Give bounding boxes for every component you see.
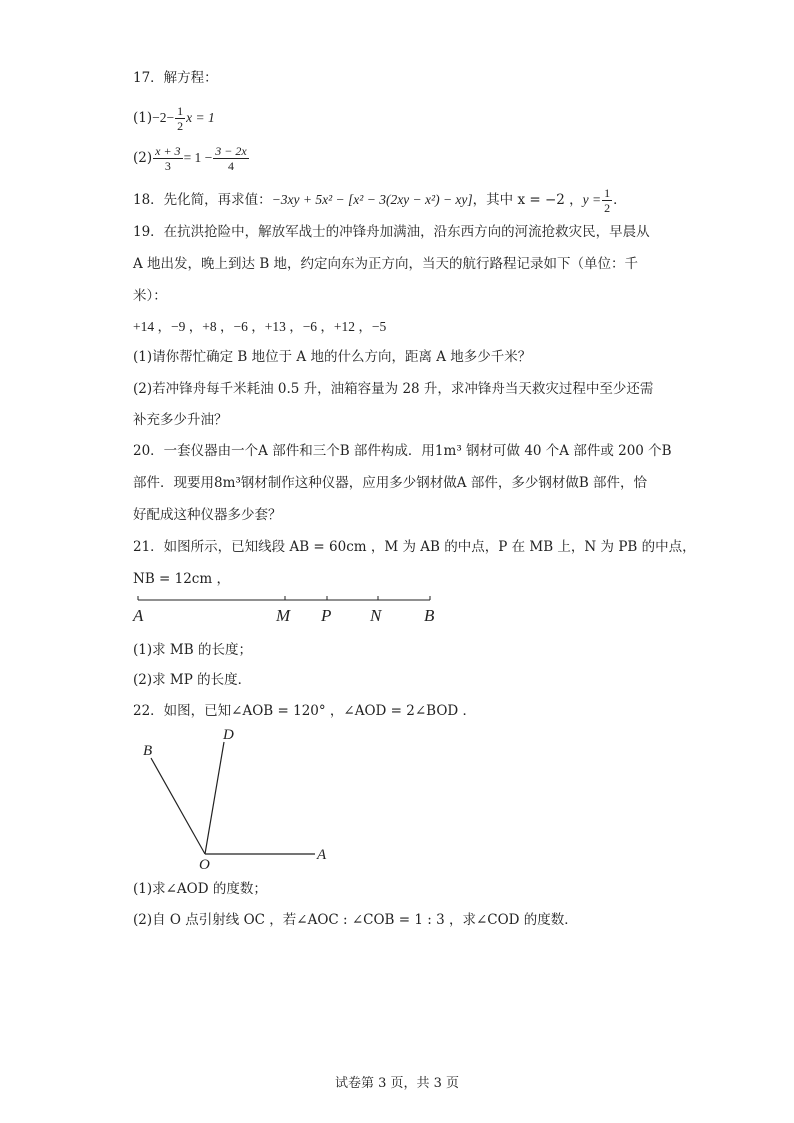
q18-line	[133, 186, 627, 215]
q17-p1-rest: x = 1	[186, 110, 215, 125]
label-p: P	[321, 606, 332, 625]
q22-line1: 22．如图，已知∠AOB = 120° ，∠AOD = 2∠BOD ．	[133, 703, 477, 719]
q17-p2-frac2-den: 4	[228, 159, 235, 173]
q17-p2-mid: = 1 −	[183, 150, 213, 165]
q17-p1-lhs: −2−	[152, 110, 175, 125]
q17-p2-fraction-right	[213, 144, 248, 173]
q17-p2-label: (2)	[133, 150, 153, 166]
ray-od	[205, 742, 224, 854]
q17-part2	[133, 144, 250, 173]
q20-line2: 部件．现要用8m³钢材制作这种仪器，应用多少钢材做A 部件，多少钢材做B 部件，恰	[133, 475, 648, 491]
q17-part1	[133, 104, 215, 133]
q21-line1: 21．如图所示，已知线段 AB = 60cm ，M 为 AB 的中点，P 在 MB 上，N 为 PB 的中点，	[133, 539, 696, 555]
q17-p2-frac1-den: 3	[164, 159, 171, 173]
label-n: N	[370, 606, 382, 625]
q18-prefix: 18．先化简，再求值：	[133, 192, 272, 208]
q19-line1: 19．在抗洪抢险中，解放军战士的冲锋舟加满油，沿东西方向的河流抢救灾民，早晨从	[133, 224, 650, 240]
q18-condition: ，其中 x = −2 ，	[472, 192, 583, 208]
q18-y-equals: y =	[582, 192, 602, 207]
label-b: B	[424, 606, 435, 625]
label-d: D	[223, 727, 234, 743]
q22-part2: (2)自 O 点引射线 OC ，若∠AOC : ∠COB = 1 : 3 ，求∠COD 的度数．	[133, 912, 578, 928]
q19-part2-line1: (2)若冲锋舟每千米耗油 0.5 升，油箱容量为 28 升，求冲锋舟当天救灾过程中至少还需	[133, 381, 654, 397]
label-m: M	[276, 606, 291, 625]
q18-end: ．	[613, 192, 627, 208]
q21-line2: NB = 12cm ，	[133, 571, 230, 587]
q21-part2: (2)求 MP 的长度．	[133, 672, 252, 688]
q17-p2-frac1-num: x + 3	[155, 144, 181, 158]
label-a: A	[317, 847, 327, 863]
ray-ob	[151, 758, 205, 854]
q17-title: 17．解方程：	[133, 70, 218, 86]
label-o: O	[199, 857, 210, 872]
q17-p2-fraction-left	[153, 144, 182, 173]
page-footer: 试卷第 3 页，共 3 页	[334, 1076, 460, 1091]
label-b: B	[143, 743, 153, 759]
q18-expression: −3xy + 5x² − [x² − 3(2xy − x²) − xy]	[271, 192, 473, 207]
q17-p2-frac2-num: 3 − 2x	[215, 144, 247, 158]
q21-part1: (1)求 MB 的长度；	[133, 642, 252, 658]
q20-line3: 好配成这种仪器多少套？	[133, 507, 282, 523]
q19-line2: A 地出发，晚上到达 B 地，约定向东为正方向，当天的航行路程记录如下（单位：千	[133, 256, 639, 272]
q19-part2-line2: 补充多少升油？	[133, 412, 228, 428]
q19-line3: 米）：	[133, 288, 167, 304]
q22-part1: (1)求∠AOD 的度数；	[133, 881, 267, 897]
q18-frac-den: 2	[604, 201, 611, 215]
q20-line1: 20．一套仪器由一个A 部件和三个B 部件构成．用1m³ 钢材可做 40 个A 部件或 200 个B	[133, 443, 672, 459]
q17-p1-frac-num: 1	[177, 104, 184, 118]
q17-p1-fraction	[175, 104, 185, 133]
q19-part1: (1)请你帮忙确定 B 地位于 A 地的什么方向，距离 A 地多少千米？	[133, 349, 532, 365]
q18-frac-num: 1	[604, 186, 611, 200]
q18-fraction	[602, 186, 612, 215]
q17-p1-label: (1)	[133, 110, 153, 126]
q19-records: +14 ，−9 ，+8 ，−6 ，+13 ，−6 ，+12 ，−5	[133, 319, 387, 334]
label-a: A	[133, 606, 144, 625]
q21-segment-figure	[130, 590, 450, 626]
q17-p1-frac-den: 2	[177, 119, 184, 133]
q22-angle-figure	[135, 722, 345, 872]
